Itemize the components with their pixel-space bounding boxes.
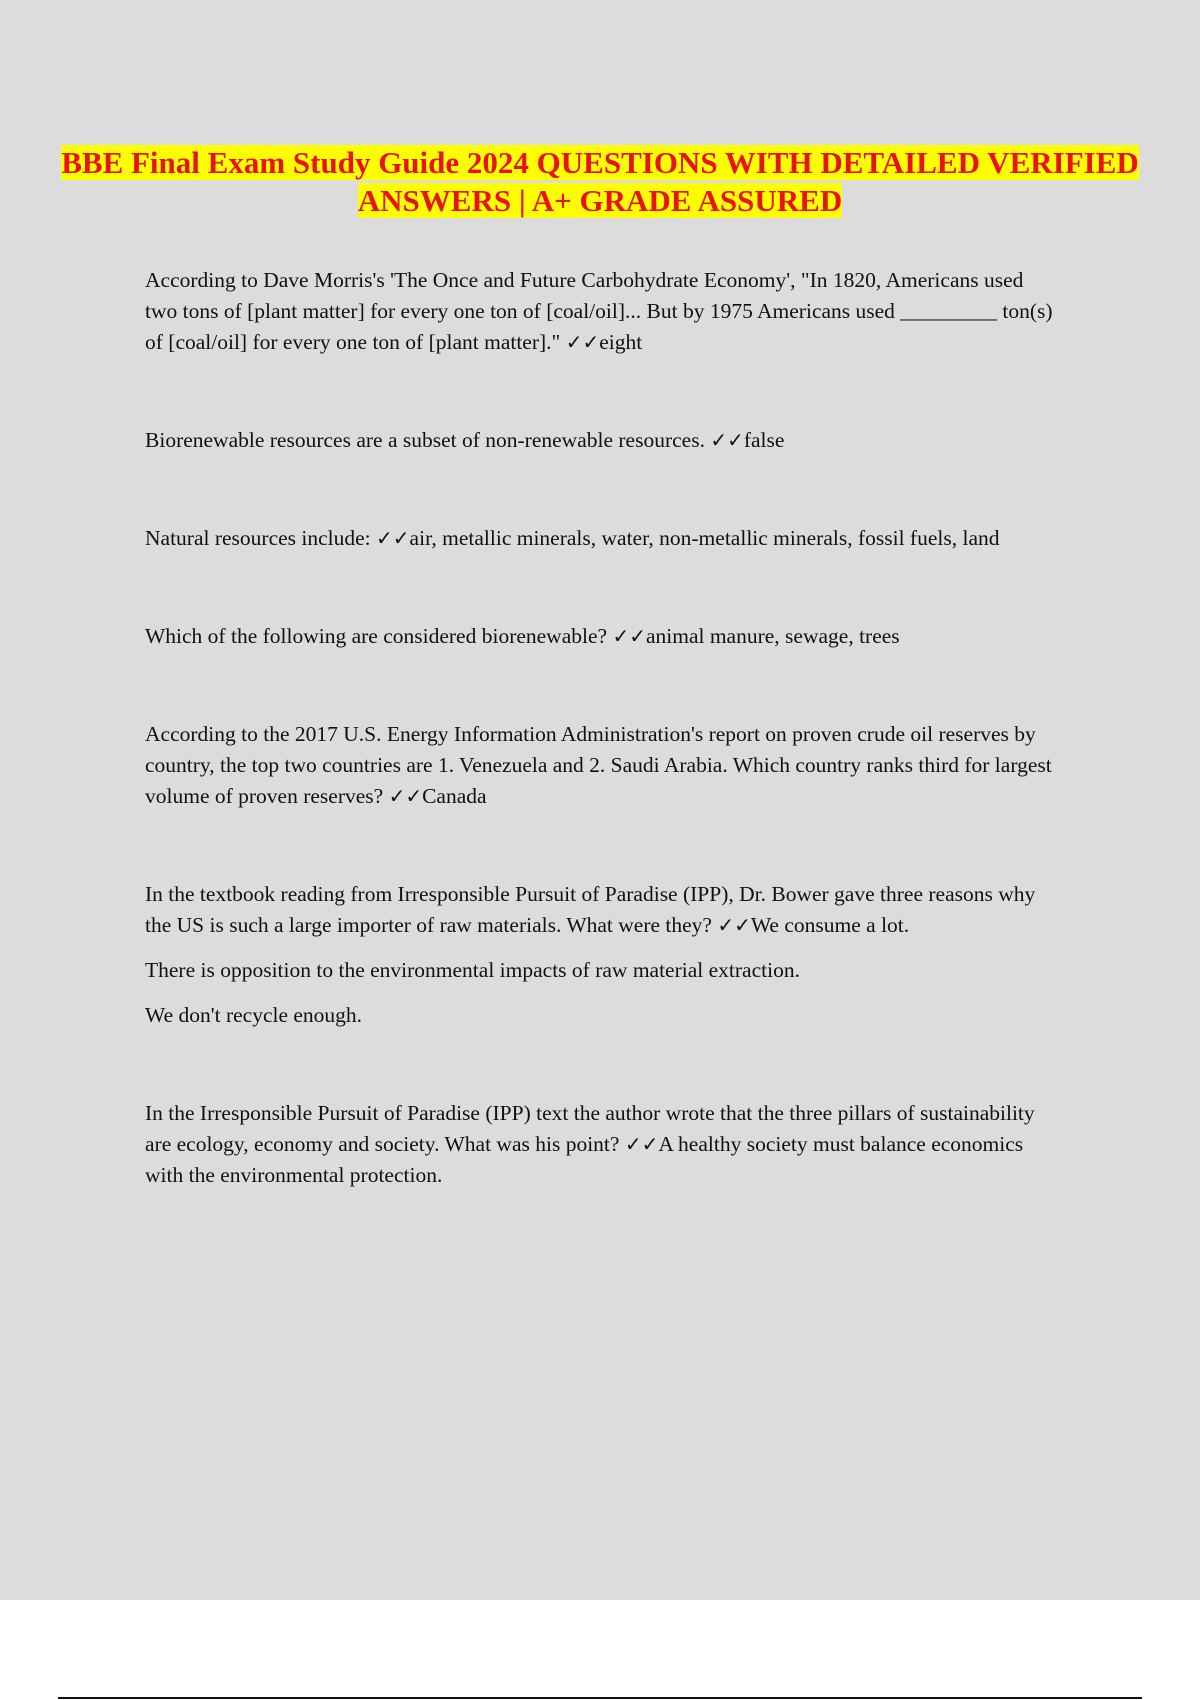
qa-paragraph <box>145 1098 1060 1191</box>
answer-text: A healthy society must balance economics with the environmental protection. <box>145 1132 1024 1187</box>
qa-list <box>145 265 1060 1258</box>
qa-item-3 <box>145 523 1060 554</box>
question-text: According to the 2017 U.S. Energy Information Administration's report on proven crude oil reserves by country, the top two countries are 1. Venezuela and 2. Saudi Arabia. Which country ranks third for largest volume of proven reserves? <box>145 722 1052 808</box>
question-text: Which of the following are considered biorenewable? <box>145 624 608 648</box>
question-text: Biorenewable resources are a subset of non-renewable resources. <box>145 428 705 452</box>
double-check-icon: ✓✓ <box>710 428 744 452</box>
answer-continuation: There is opposition to the environmental impacts of raw material extraction. <box>145 958 800 982</box>
qa-item-5 <box>145 719 1060 812</box>
double-check-icon: ✓✓ <box>565 330 600 354</box>
qa-item-4 <box>145 621 1060 652</box>
qa-paragraph <box>145 719 1060 812</box>
qa-item-6 <box>145 879 1060 1031</box>
answer-text: eight <box>599 330 643 354</box>
question-text: In the Irresponsible Pursuit of Paradise (IPP) text the author wrote that the three pillars of sustainability are ecology, economy and society. What was his point? <box>145 1101 1035 1156</box>
title-block <box>0 144 1200 220</box>
double-check-icon: ✓✓ <box>376 526 410 550</box>
qa-paragraph <box>145 425 1060 456</box>
double-check-icon: ✓✓ <box>624 1132 659 1156</box>
double-check-icon: ✓✓ <box>388 784 423 808</box>
document-title: BBE Final Exam Study Guide 2024 QUESTIONS WITH DETAILED VERIFIED ANSWERS | A+ GRADE ASSURED <box>61 145 1139 218</box>
qa-paragraph <box>145 621 1060 652</box>
question-text: In the textbook reading from Irresponsible Pursuit of Paradise (IPP), Dr. Bower gave three reasons why the US is such a large importer of raw materials. What were they? <box>145 882 1036 937</box>
answer-text: air, metallic minerals, water, non-metallic minerals, fossil fuels, land <box>409 526 1000 550</box>
double-check-icon: ✓✓ <box>717 913 751 937</box>
double-check-icon: ✓✓ <box>612 624 646 648</box>
answer-continuation: We don't recycle enough. <box>145 1003 363 1027</box>
qa-item-2 <box>145 425 1060 456</box>
question-text: According to Dave Morris's 'The Once and Future Carbohydrate Economy', "In 1820, Americans used two tons of [plant matter] for every one ton of [coal/oil]... But by 1975 Americans used _________ ton(s) of [coal/oil] for every one ton of [plant matter]." <box>145 268 1053 354</box>
answer-text: Canada <box>422 784 487 808</box>
qa-paragraph <box>145 879 1060 941</box>
qa-paragraph <box>145 265 1060 358</box>
answer-text: false <box>743 428 785 452</box>
qa-paragraph <box>145 523 1060 554</box>
footer-divider <box>58 1697 1142 1699</box>
answer-text: animal manure, sewage, trees <box>645 624 900 648</box>
answer-text: We consume a lot. <box>750 913 910 937</box>
qa-item-7 <box>145 1098 1060 1191</box>
question-text: Natural resources include: <box>145 526 371 550</box>
qa-item-1 <box>145 265 1060 358</box>
